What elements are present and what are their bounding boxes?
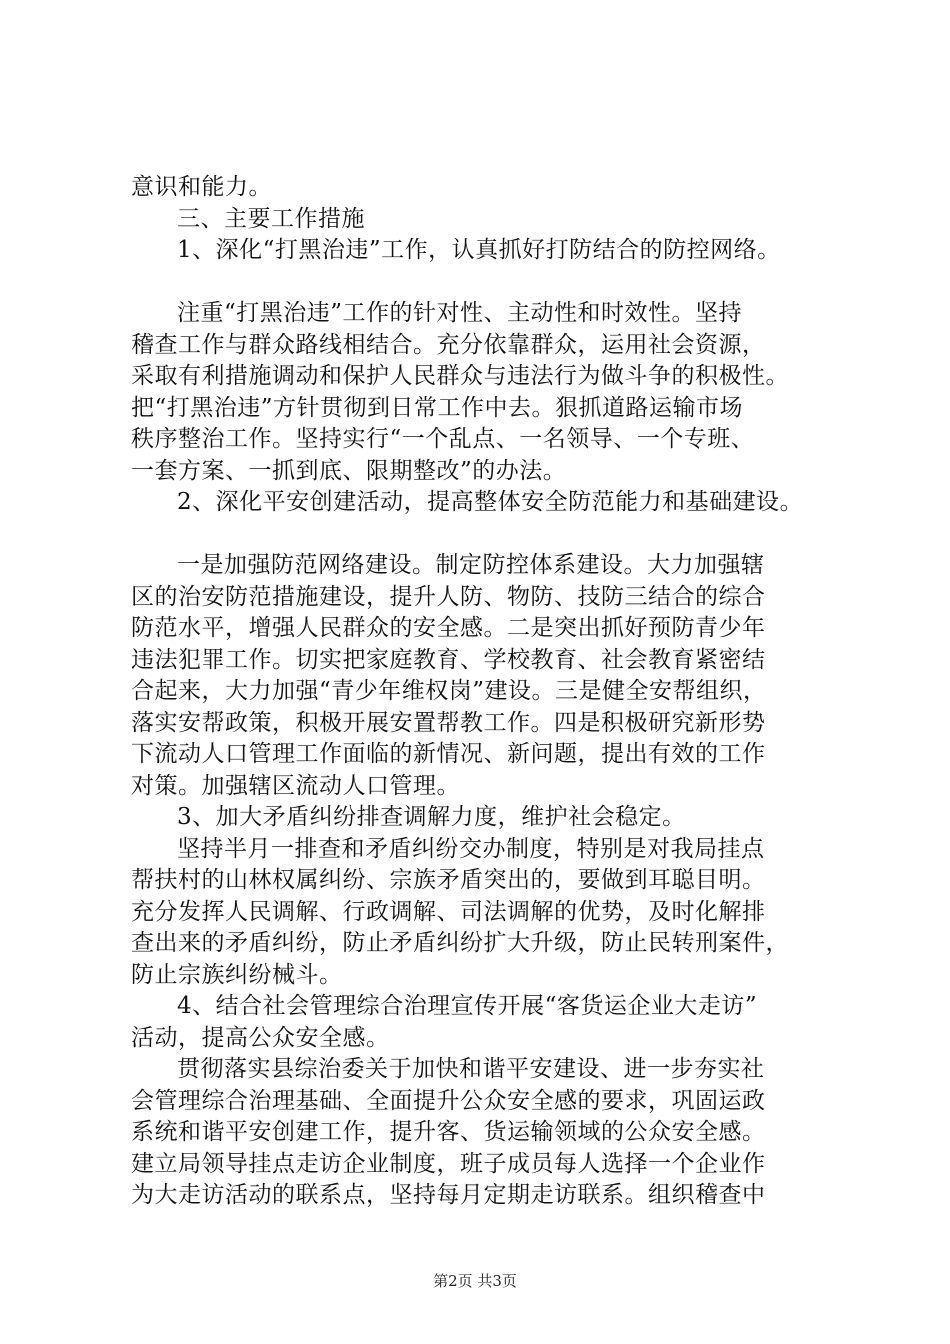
text-line: 采取有利措施调动和保护人民群众与违法行为做斗争的积极性。 [131,363,789,389]
text-line: 4、结合社会管理综合治理宣传开展“客货运企业大走访” [177,993,758,1019]
text-line: 注重“打黑治违”工作的针对性、主动性和时效性。坚持 [177,300,743,326]
text-line: 活动，提高公众安全感。 [131,1024,390,1051]
text-line: 秩序整治工作。坚持实行“一个乱点、一名领导、一个专班、 [131,426,755,452]
text-line: 下流动人口管理工作面临的新情况、新问题，提出有效的工作 [131,741,766,767]
page-footer: 第2页 共3页 [433,1272,517,1290]
document-body [131,172,831,1212]
text-line: 2、深化平安创建活动，提高整体安全防范能力和基础建设。 [177,489,804,515]
text-line: 防范水平，增强人民群众的安全感。二是突出抓好预防青少年 [131,615,766,641]
text-line: 查出来的矛盾纠纷，防止矛盾纠纷扩大升级，防止民转刑案件， [131,930,789,956]
text-line: 会管理综合治理基础、全面提升公众安全感的要求，巩固运政 [131,1087,766,1114]
text-line: 防止宗族纠纷械斗。 [131,961,343,988]
text-line: 意识和能力。 [131,174,272,200]
text-line: 3、加大矛盾纠纷排查调解力度，维护社会稳定。 [177,804,686,830]
text-line: 对策。加强辖区流动人口管理。 [131,772,460,799]
text-line: 贯彻落实县综治委关于加快和谐平安建设、进一步夯实社 [177,1056,765,1082]
text-line: 违法犯罪工作。切实把家庭教育、学校教育、社会教育紧密结 [131,646,766,673]
text-line: 落实安帮政策，积极开展安置帮教工作。四是积极研究新形势 [131,709,766,736]
text-line: 充分发挥人民调解、行政调解、司法调解的优势，及时化解排 [131,898,766,925]
text-line: 坚持半月一排查和矛盾纠纷交办制度，特别是对我局挂点 [177,835,765,862]
text-line: 帮扶村的山林权属纠纷、宗族矛盾突出的，要做到耳聪目明。 [131,867,766,893]
text-line: 建立局领导挂点走访企业制度，班子成员每人选择一个企业作 [131,1150,766,1177]
text-line: 把“打黑治违”方针贯彻到日常工作中去。狠抓道路运输市场 [131,394,744,421]
text-line: 合起来，大力加强“青少年维权岗”建设。三是健全安帮组织， [131,678,767,704]
text-line: 系统和谐平安创建工作，提升客、货运输领域的公众安全感。 [131,1119,766,1145]
text-line: 区的治安防范措施建设，提升人防、物防、技防三结合的综合 [131,583,766,610]
text-line: 稽查工作与群众路线相结合。充分依靠群众，运用社会资源， [131,331,766,358]
text-line: 一是加强防范网络建设。制定防控体系建设。大力加强辖 [177,552,765,578]
text-line: 三、主要工作措施 [177,205,365,232]
text-line: 1、深化“打黑治违”工作，认真抓好打防结合的防控网络。 [177,237,781,263]
text-line: 一套方案、一抓到底、限期整改”的办法。 [131,457,567,484]
text-line: 为大走访活动的联系点，坚持每月定期走访联系。组织稽查中 [131,1182,766,1208]
